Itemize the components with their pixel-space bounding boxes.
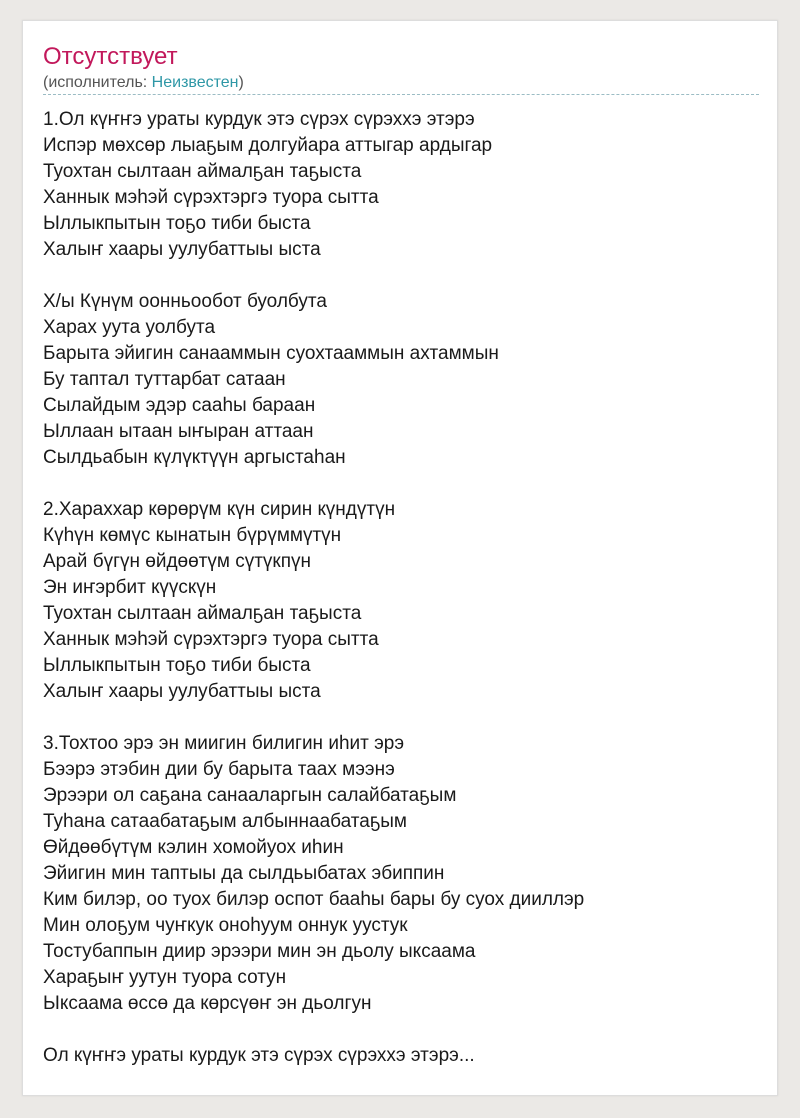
lyric-line	[43, 263, 759, 289]
lyric-line: Бээрэ этэбин дии бу барыта таах мээнэ	[43, 759, 395, 780]
artist-suffix: )	[238, 74, 244, 91]
lyric-line: Халыҥ хаары уулубаттыы ыста	[43, 239, 321, 260]
lyric-line: Ыллаан ытаан ыҥыран аттаан	[43, 421, 314, 442]
lyric-line: Күһүн көмүс кынатын бүрүммүтүн	[43, 525, 342, 546]
lyric-line: Тостубаппын диир эрээри мин эн дьолу ыксаама	[43, 941, 476, 962]
lyric-line: 2.Хараххар көрөрүм күн сирин күндүтүн	[43, 499, 396, 520]
lyric-line: Ким билэр, оо туох билэр оспот бааһы бары бу суох дииллэр	[43, 889, 585, 910]
lyric-line	[43, 1017, 759, 1043]
lyric-line: Сылдьабын күлүктүүн аргыстаһан	[43, 447, 346, 468]
lyric-line: 3.Тохтоо эрэ эн миигин билигин иһит эрэ	[43, 733, 405, 754]
lyric-line: Испэр мөхсөр лыаҕым долгуйара аттыгар ардыгар	[43, 135, 493, 156]
lyric-line: Ыллыкпытын тоҕо тиби быста	[43, 213, 311, 234]
lyric-line: Эйигин мин таптыы да сылдьыбатах эбиппин	[43, 863, 445, 884]
lyric-line	[43, 471, 759, 497]
title-divider	[43, 94, 759, 95]
lyric-line: Ол күҥҥэ ураты курдук этэ сүрэх сүрэххэ этэрэ...	[43, 1045, 475, 1066]
lyric-line: Арай бүгүн өйдөөтүм сүтүкпүн	[43, 551, 312, 572]
lyric-line: Туохтан сылтаан аймалҕан таҕыста	[43, 603, 362, 624]
lyric-line: Ыксаама өссө да көрсүөҥ эн дьолгун	[43, 993, 372, 1014]
lyric-line: Х/ы Күнүм оонньообот буолбута	[43, 291, 327, 312]
artist-prefix: (исполнитель:	[43, 74, 152, 91]
lyric-line: Халыҥ хаары уулубаттыы ыста	[43, 681, 321, 702]
lyric-line: Бу таптал туттарбат сатаан	[43, 369, 286, 390]
lyric-line: Барыта эйигин санааммын суохтааммын ахтаммын	[43, 343, 499, 364]
lyric-line: Эрээри ол саҕана санааларгын салайбатаҕым	[43, 785, 457, 806]
lyric-line: 1.Ол күҥҥэ ураты курдук этэ сүрэх сүрэххэ этэрэ	[43, 109, 475, 130]
lyric-line: Харах уута уолбута	[43, 317, 216, 338]
lyric-line: Ханнык мэһэй сүрэхтэргэ туора сытта	[43, 187, 379, 208]
lyric-line: Туһана сатаабатаҕым албыннаабатаҕым	[43, 811, 407, 832]
song-title: Отсутствует	[43, 43, 178, 70]
lyric-line: Хараҕыҥ уутун туора сотун	[43, 967, 287, 988]
artist-link[interactable]: Неизвестен	[151, 74, 239, 91]
lyrics-text	[43, 107, 759, 1069]
lyric-line: Сылайдым эдэр сааһы бараан	[43, 395, 316, 416]
lyrics-card	[22, 20, 778, 1096]
artist-line	[43, 73, 244, 93]
lyric-line: Ыллыкпытын тоҕо тиби быста	[43, 655, 311, 676]
lyric-line: Туохтан сылтаан аймалҕан таҕыста	[43, 161, 362, 182]
lyric-line: Өйдөөбүтүм кэлин хомойуох иһин	[43, 837, 344, 858]
lyric-line: Мин олоҕум чуҥкук оноһуум оннук уустук	[43, 915, 408, 936]
lyric-line: Ханнык мэһэй сүрэхтэргэ туора сытта	[43, 629, 379, 650]
lyric-line	[43, 705, 759, 731]
lyric-line: Эн иҥэрбит күүскүн	[43, 577, 217, 598]
